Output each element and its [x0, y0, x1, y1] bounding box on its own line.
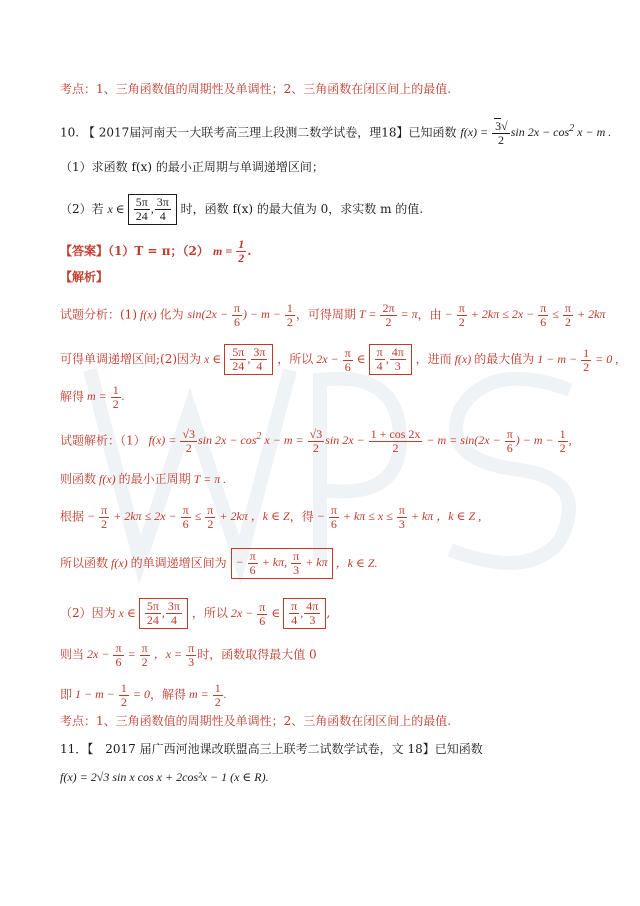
analysis-line-3: 解得 m = $\frac{1}{2}$ . [60, 383, 125, 411]
q11-line-2: f(x) = 2√3 sin x cos x + 2cos²x − 1 (x ∈ R). [60, 770, 269, 784]
q10-part1: （1）求函数 f(x) 的最小正周期与单调递增区间； [60, 160, 324, 174]
kaodian-bottom: 考点：1、三角函数值的周期性及单调性；2、三角函数在闭区间上的最值. [60, 714, 452, 728]
q10-header [60, 120, 611, 147]
analysis-line-7: 所以函数 f(x) 的单调递增区间为 − $\frac{\pi}{6}$ + kπ, $\frac{\pi}{3}$ + kπ ，k ∈ Z. [60, 549, 378, 577]
q10-source: 【 2017届河南天一大联考高三理上段测二数学试卷，理18】已知函数 [82, 125, 457, 140]
q11-line-1: 11．【 2017 届广西河池课改联盟高三上联考二试数学试卷，文 18】已知函数 [60, 742, 483, 756]
analysis-line-4: 试题解析：（1） f(x) = $\frac{√3}{2}$ $\sin 2x - \cos^2 x - m$ = $\frac{√3}{2}$ sin 2x − $\frac{1 + \cos 2x}{2}$ − m = sin(2x − $\frac{\pi}{6}$ ) − m − $\frac{1}{2}$ , [60, 427, 572, 455]
q10-analysis-label: 【解析】 [60, 270, 109, 284]
analysis-line-6: 根据 − $\frac{\pi}{2}$ + 2kπ ≤ 2x − $\frac{\pi}{6}$ ≤ $\frac{\pi}{2}$ + 2kπ ，k ∈ Z，得 − $\frac{\pi}{6}$ + kπ ≤ x ≤ $\frac{\pi}{3}$ + kπ ，k ∈ Z , [60, 503, 482, 531]
analysis-line-8: （2）因为 x ∈ $\frac{5\pi}{24}$ , $\frac{3\pi}{4}$ ，所以 2x − $\frac{\pi}{6}$ ∈ $\frac{\pi}{4}$ , $\frac{4\pi}{3}$ , [60, 599, 331, 628]
q10-answer: 【答案】（1）T = π；（2） m = $\frac{1}{2}$ . [60, 237, 252, 265]
q10-function: f(x) = $\frac{3√}{2}$ $\sin 2x - \cos^2 x - m$ . [460, 119, 612, 147]
analysis-line-1: 试题分析：(1) f(x) 化为 sin(2x − $\frac{\pi}{6}$ ) − m − $\frac{1}{2}$ ，可得周期 T = $\frac{2\pi}{2}$ = π，由 − $\frac{\pi}{2}$ + 2kπ ≤ 2x − $\frac{\pi}{6}$ ≤ $\frac{\pi}{2}$ + 2kπ [60, 301, 606, 329]
kaodian-top: 考点：1、三角函数值的周期性及单调性；2、三角函数在闭区间上的最值. [60, 82, 452, 96]
analysis-line-10: 即 1 − m − $\frac{1}{2}$ = 0，解得 m = $\frac{1}{2}$ . [60, 681, 227, 709]
analysis-line-9: 则当 2x − $\frac{\pi}{6}$ = $\frac{\pi}{2}$ ，x = $\frac{\pi}{3}$ 时，函数取得最大值 0 [60, 641, 317, 669]
q10-part2: （2）若 x ∈ $\frac{5\pi}{24}$ , $\frac{3\pi}{4}$ 时，函数 f(x) 的最大值为 0，求实数 m 的值. [60, 195, 424, 223]
q10-number: 10. [60, 125, 80, 140]
analysis-line-2: 可得单调递增区间;(2)因为 x ∈ $\frac{5\pi}{24}$ , $\frac{3\pi}{4}$ ，所以 2x − $\frac{\pi}{6}$ ∈ $\frac{\pi}{4}$ , $\frac{4\pi}{3}$ ，进而 f(x) 的最大值为 1 − m − $\frac{1}{2}$ = 0 , [60, 345, 619, 374]
analysis-line-5: 则函数 f(x) 的最小正周期 T = π . [60, 472, 227, 486]
